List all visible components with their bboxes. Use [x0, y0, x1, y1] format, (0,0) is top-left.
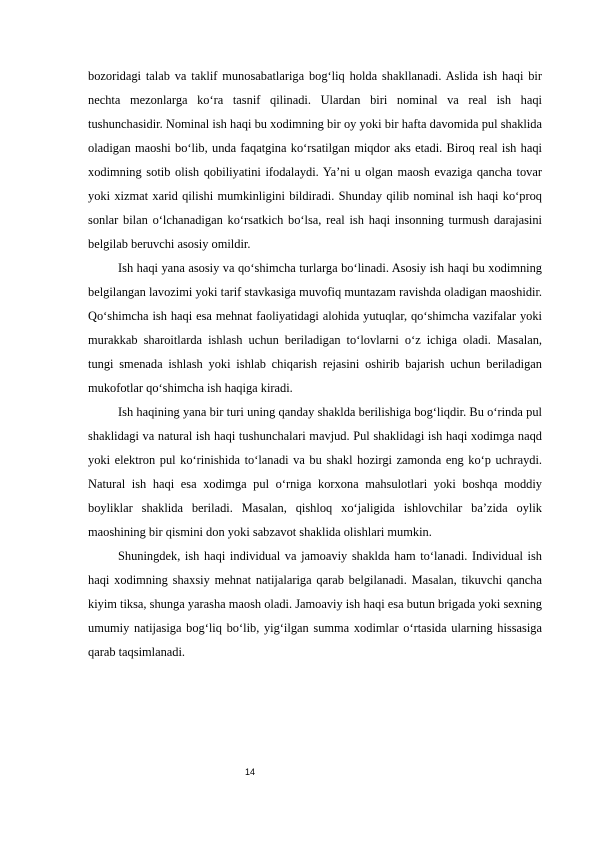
document-page [88, 64, 542, 664]
paragraph-individual-collective-pay: Shuningdek, ish haqi individual va jamoaviy shaklda ham to‘lanadi. Individual ish haqi xodimning shaxsiy mehnat natijalariga qarab belgilanadi. Masalan, tikuvchi qancha kiyim tiksa, shunga yarasha maosh oladi. Jamoaviy ish haqi esa butun brigada yoki sexning umumiy natijasiga bog‘liq bo‘lib, yig‘ilgan summa xodimlar o‘rtasida ularning hissasiga qarab taqsimlanadi. [88, 549, 542, 659]
paragraph-basic-additional-pay: Ish haqi yana asosiy va qo‘shimcha turlarga bo‘linadi. Asosiy ish haqi bu xodimning belgilangan lavozimi yoki tarif stavkasiga muvofiq muntazam ravishda oladigan maoshidir. Qo‘shimcha ish haqi esa mehnat faoliyatidagi alohida yutuqlar, qo‘shimcha vazifalar yoki murakkab sharoitlarda ishlash uchun beriladigan to‘lovlarni o‘z ichiga oladi. Masalan, tungi smenada ishlash yoki ishlab chiqarish rejasini oshirib bajarish uchun beriladigan mukofotlar qo‘shimcha ish haqiga kiradi. [88, 261, 542, 395]
page-number: 14 [245, 767, 256, 777]
paragraph-continuation: bozoridagi talab va taklif munosabatlariga bog‘liq holda shakllanadi. Aslida ish haqi bir nechta mezonlarga ko‘ra tasnif qilinadi. Ulardan biri nominal va real ish haqi tushunchasidir. Nominal ish haqi bu xodimning bir oy yoki bir hafta davomida pul shaklida oladigan maoshi bo‘lib, unda faqatgina ko‘rsatilgan miqdor aks etadi. Biroq real ish haqi xodimning sotib olish qobiliyatini ifodalaydi. Ya’ni u olgan maosh evaziga qancha tovar yoki xizmat xarid qilishi mumkinligini bildiradi. Shunday qilib nominal ish haqi ko‘proq sonlar bilan o‘lchanadigan ko‘rsatkich bo‘lsa, real ish haqi insonning turmush darajasini belgilab beruvchi asosiy omildir. [88, 69, 542, 251]
paragraph-cash-natural-pay: Ish haqining yana bir turi uning qanday shaklda berilishiga bog‘liqdir. Bu o‘rinda pul shaklidagi va natural ish haqi tushunchalari mavjud. Pul shaklidagi ish haqi xodimga naqd yoki elektron pul ko‘rinishida to‘lanadi va bu shakl hozirgi zamonda eng ko‘p uchraydi. Natural ish haqi esa xodimga pul o‘rniga korxona mahsulotlari yoki boshqa moddiy boyliklar shaklida beriladi. Masalan, qishloq xo‘jaligida ishlovchilar ba’zida oylik maoshining bir qismini don yoki sabzavot shaklida olishlari mumkin. [88, 405, 542, 539]
